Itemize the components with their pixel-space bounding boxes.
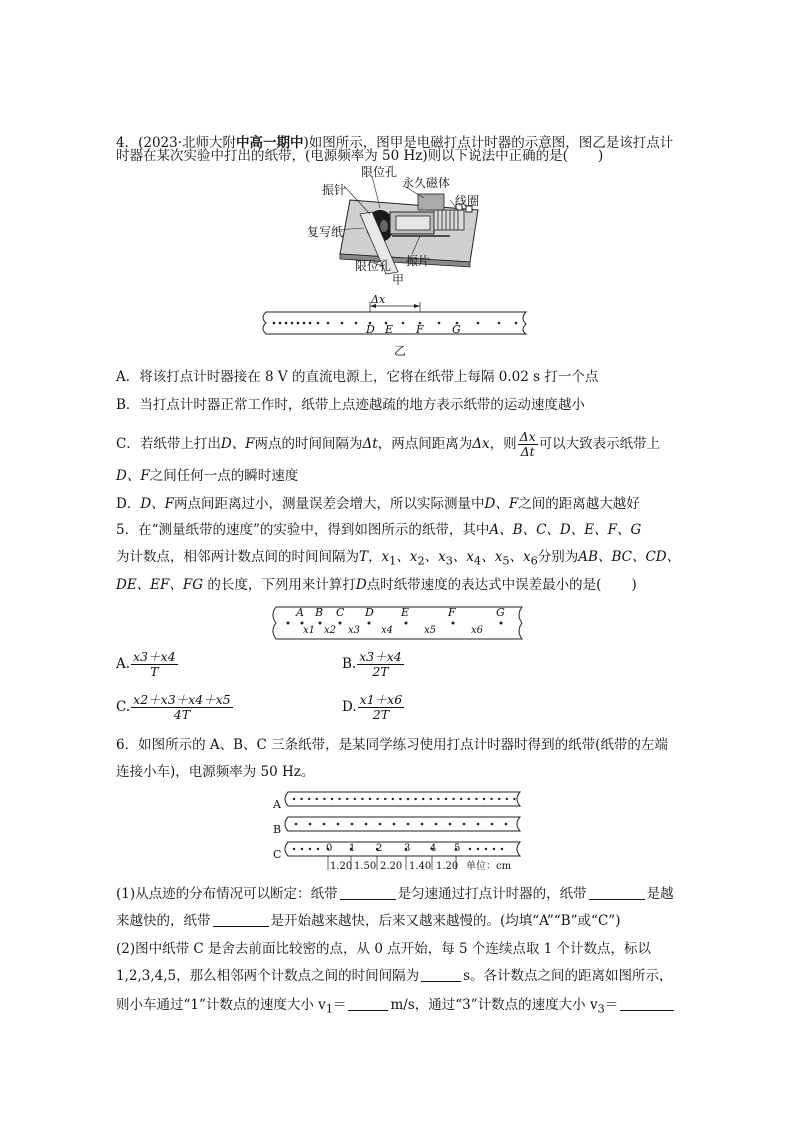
q6-part1-line1: (1)从点迹的分布情况可以断定：纸带 是匀速通过打点计时器的，纸带 是越 [116,886,674,902]
q6-part1-line2: 来越快的，纸带 是开始越来越快，后来又越来越慢的。(均填“A”“B”或“C”) [116,913,621,929]
tape-dot [505,823,508,826]
q4-source-b: 中高一期中 [236,135,304,151]
tape-dot [293,798,295,800]
q5-point-D: D [365,606,374,619]
tape-dot [463,823,466,826]
q6-stem-line1: 6．如图所示的 A、B、C 三条纸带，是某同学练习使用打点计时器时得到的纸带(纸带的左端 [116,737,668,753]
count-2: 2 [376,843,383,854]
q5-seg-x4: x4 [381,625,394,636]
tape-figure-yi [258,294,538,344]
tape-dot [402,322,405,325]
q4-option-c-fraction: $\frac{\Delta x}{\Delta t}$ [519,429,536,459]
q5-option-a: A. $\frac{x3+x4}{T}$ [116,649,176,679]
count-1: 1 [349,843,356,854]
tape-dot [452,798,454,800]
label-needle: 振针 [322,183,347,197]
q5-seg-x2: x2 [324,625,337,636]
figure-jia-caption: 甲 [392,273,405,287]
tape-dot [346,798,348,800]
dist-23: 2.20 [380,861,403,872]
label-limit-hole-bottom: 限位孔 [355,259,392,273]
q6-stem-line2: 连接小车)，电源频率为 50 Hz。 [116,764,315,780]
tape-dot [490,798,492,800]
q5-stem-line3: DE、EF、FG 的长度，下列用来计算打D点时纸带速度的表达式中误差最小的是( ) [116,577,637,593]
tape-dot [498,322,501,325]
tape-point-E: E [385,323,394,336]
tape-label-C: C [273,848,282,861]
tape-dot [279,322,282,325]
tape-dot [513,798,515,800]
count-0: 0 [326,843,333,854]
q5-option-d: D. $\frac{x1+x6}{2T}$ [342,692,403,722]
tape-dot [399,798,401,800]
q5-point-A: A [296,606,304,619]
tape-dot [445,798,447,800]
tape-dot [498,798,500,800]
tape-dot [354,798,356,800]
tape-dot [338,798,340,800]
tape-dot [297,322,300,325]
tape-label-A: A [273,798,281,811]
label-coil: 线圈 [455,194,480,208]
unit-label: 单位：cm [466,861,512,872]
count-3: 3 [404,843,411,854]
blank-faster-tape[interactable] [589,885,645,900]
tape-dot [376,798,378,800]
tape-dot [485,848,487,850]
tape-dot [422,798,424,800]
tape-dot [327,322,330,325]
tape-dot [483,798,485,800]
q5-seg-x1: x1 [303,625,316,636]
tape-dot [291,322,294,325]
tape-dot [369,798,371,800]
tape-dot [460,798,462,800]
tape-dot [475,798,477,800]
q4-stem-text: )如图所示，图甲是电磁打点计时器的示意图，图乙是该打点计 [303,135,674,151]
tape-dot [309,848,311,850]
tape-dot [317,848,319,850]
tape-dot [491,823,494,826]
dist-34: 1.40 [409,861,432,872]
tape-dot [295,823,298,826]
figure-yi-caption: 乙 [394,344,407,358]
dist-12: 1.50 [354,861,377,872]
tape-dot [477,848,479,850]
tape-dot [309,823,312,826]
blank-faster-then-slower-tape[interactable] [213,912,269,927]
tape-dot [477,823,480,826]
count-4: 4 [430,843,437,854]
tape-dot [379,823,382,826]
q4-option-d: D．D、F两点间距离过小，测量误差会增大，所以实际测量中D、F之间的距离越大越好 [116,496,640,512]
tape-dot [331,798,333,800]
count-5: 5 [454,843,461,854]
tape-dot [300,798,302,800]
q5-seg-x3: x3 [348,625,361,636]
tape-point-G: G [452,323,461,336]
tape-dot [301,848,303,850]
tape-dot [421,823,424,826]
tape-dot [355,322,358,325]
tape-dot [303,322,306,325]
q6-part2-line1: (2)图中纸带 C 是舍去前面比较密的点，从 0 点开始，每 5 个连续点取 1 个计数点，标以 [116,941,652,957]
dist-45: 1.20 [436,861,459,872]
tape-dot [287,622,290,625]
tape-dot [384,798,386,800]
tape-dot [341,322,344,325]
tape-dot [392,798,394,800]
blank-uniform-tape[interactable] [340,885,396,900]
q5-seg-x5: x5 [424,625,437,636]
q4-stem-text2: 时器在某次实验中打出的纸带，(电源频率为 50 Hz)则以下说法中正确的是( [116,148,568,164]
q5-seg-x6: x6 [471,625,484,636]
tape-dot [285,322,288,325]
q4-paren: ) [597,148,604,164]
tape-dot [515,322,518,325]
q5-point-F: F [448,606,456,619]
tape-dot [317,322,320,325]
q5-point-C: C [336,606,345,619]
label-limit-hole-top: 限位孔 [361,165,398,179]
q6-part2-line3: 则小车通过“1”计数点的速度大小 $v_1= m/s$，通过“3”计数点的速度大小 $v_3=$ [116,995,676,1020]
tape-dot [351,823,354,826]
q5-option-b: B. $\frac{x3+x4}{2T}$ [342,649,402,679]
q5-point-B: B [315,606,324,619]
q5-stem-line1: 5．在“测量纸带的速度”的实验中，得到如图所示的纸带，其中A、B、C、D、E、F、G [116,522,642,538]
tape-dot [309,322,312,325]
delta-x-label: Δx [371,293,386,306]
q5-point-G: G [496,606,505,619]
tape-dot [469,848,471,850]
tape-dot [506,798,508,800]
tape-dot [273,322,276,325]
q4-stem-line2 [116,146,603,166]
tape-dot [365,823,368,826]
tape-dot [438,322,441,325]
label-reed: 振片 [406,254,431,268]
tape-dot [323,798,325,800]
blank-time-interval[interactable] [421,967,461,982]
q6-part2-line2: 1,2,3,4,5，那么相邻两个计数点之间的时间间隔为 s。各计数点之间的距离如图所示， [116,968,673,984]
blank-v3[interactable] [620,996,674,1011]
q4-source-a: 4．(2023·北师大附 [116,135,237,151]
tape-dot [435,823,438,826]
dist-01: 1.20 [330,861,353,872]
tape-dot [323,823,326,826]
label-carbon-paper: 复写纸 [307,225,344,239]
tape-dot [308,798,310,800]
tape-dot [477,322,480,325]
tape-dot [449,823,452,826]
q4-option-a: A．将该打点计时器接在 8 V 的直流电源上，它将在纸带上每隔 0.02 s 打一个点 [116,369,599,385]
q5-option-c: C. $\frac{x2+x3+x4+x5}{4T}$ [116,692,231,722]
tape-dot [430,798,432,800]
label-magnet: 永久磁体 [402,176,451,190]
tape-dot [393,823,396,826]
q4-option-c-line2: D、F之间任何一点的瞬时速度 [116,468,299,484]
tape-label-B: B [273,823,282,836]
tape-dot [437,798,439,800]
q5-point-E: E [401,606,410,619]
q5-stem-line2: 为计数点，相邻两计数点间的时间间隔为T，$x_1$、$x_2$、$x_3$、$x_4$、$x_5$、$x_6$分别为AB、BC、CD、 [116,549,681,568]
blank-v1[interactable] [348,996,388,1011]
tape-dot [414,798,416,800]
tape-dot [293,848,295,850]
tape-dot [407,823,410,826]
tape-dot [316,798,318,800]
tape-dot [337,823,340,826]
tape-dot [501,848,503,850]
tape-dot [493,848,495,850]
tape-dot [468,798,470,800]
q4-option-b: B．当打点计时器正常工作时，纸带上点迹越疏的地方表示纸带的运动速度越小 [116,397,585,413]
tape-point-F: F [416,323,424,336]
tape-point-D: D [366,323,375,336]
tape-dot [361,798,363,800]
q4-option-c: C．若纸带上打出D、F两点的时间间隔为Δt，两点间距离为Δx，则 $\frac{\Delta x}{\Delta t}$ 可以大致表示纸带上 [116,429,661,459]
tape-dot [407,798,409,800]
